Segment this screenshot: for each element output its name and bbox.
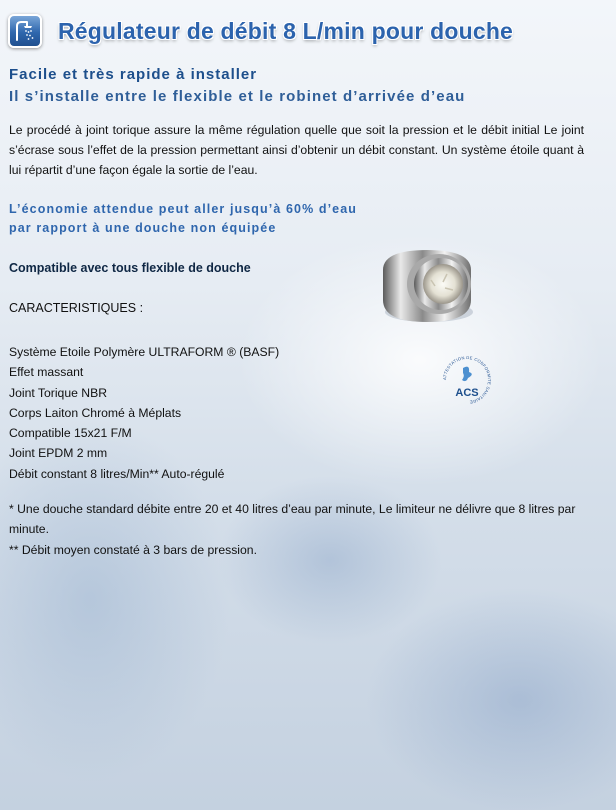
characteristics-heading: CARACTERISTIQUES : (9, 301, 144, 315)
spec-item-star-system: Système Etoile Polymère ULTRAFORM ® (BASF) (9, 345, 280, 359)
spec-item-massage: Effet massant (9, 365, 84, 380)
spec-item-epdm: Joint EPDM 2 mm (9, 446, 108, 461)
specs-list (9, 342, 279, 484)
acs-certification-badge (439, 352, 495, 413)
spec-item-o-ring: Joint Torique NBR (9, 385, 107, 400)
page-header (0, 0, 616, 58)
spec-item-compatible: Compatible 15x21 F/M (9, 426, 132, 441)
footnote-2: ** Débit moyen constaté à 3 bars de pression. (9, 542, 257, 557)
economy-line-1: L’économie attendue peut aller jusqu’à 60% d’eau (9, 202, 358, 216)
spec-item-flow: Débit constant 8 litres/Min** Auto-régulé (9, 466, 225, 481)
product-image (377, 240, 492, 340)
economy-line-2: par rapport à une douche non équipée (9, 221, 277, 235)
footnote-1: * Une douche standard débite entre 20 et 40 litres d’eau par minute, Le limiteur ne délivre que 8 litres par minute. (9, 502, 576, 537)
page-title: Régulateur de débit 8 L/min pour douche (58, 18, 514, 44)
acs-label: ACS (455, 387, 479, 399)
footnotes (9, 499, 589, 560)
intro-paragraph: Le procédé à joint torique assure la même régulation quelle que soit la pression et le débit initial Le joint s’écrase sous l’effet de la pression permettant ainsi d’obtenir un débit constant. Un système étoile quant à lui répartit d’une façon égale la sortie de l’eau. (9, 123, 584, 177)
economy-statement (9, 200, 357, 238)
compatibility-text: Compatible avec tous flexible de douche (9, 261, 251, 275)
subtitle-install-location: Il s’installe entre le flexible et le robinet d’arrivée d’eau (9, 88, 466, 105)
spec-item-body: Corps Laiton Chromé à Méplats (9, 405, 182, 420)
subtitle-easy-install: Facile et très rapide à installer (9, 66, 258, 83)
shower-icon (8, 14, 42, 48)
acs-ring-text: ATTESTATION DE CONFORMITE SANITAIRE (441, 354, 493, 405)
